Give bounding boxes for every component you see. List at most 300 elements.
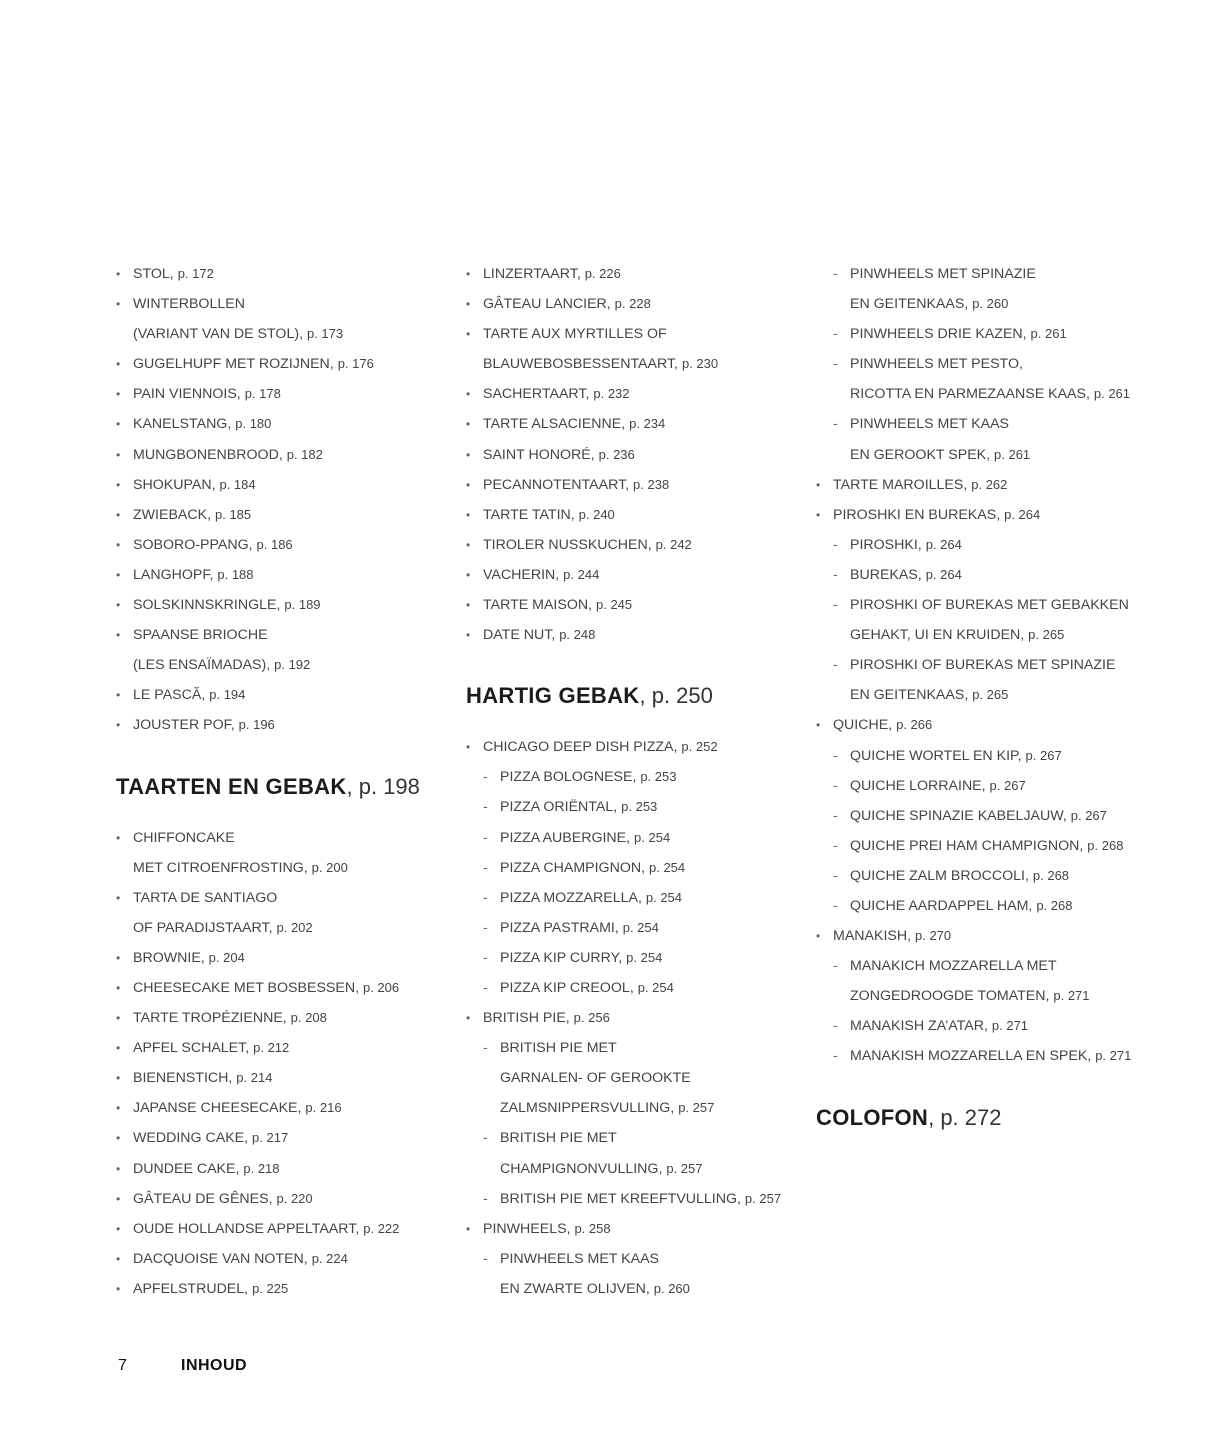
entry-title: MET CITROENFROSTING, [133,859,312,876]
toc-subentry[interactable] [466,1184,796,1214]
entry-page: p. 254 [648,859,686,875]
toc-entry-continuation[interactable] [816,620,1146,650]
bullet-icon: • [116,598,121,613]
toc-subentry[interactable] [816,891,1146,921]
dash-icon: - [483,1250,488,1267]
section-spacer [466,720,796,732]
entry-page: p. 254 [637,979,674,995]
toc-subentry[interactable] [816,650,1146,680]
entry-title: MANAKISH MOZZARELLA EN SPEK, [850,1048,1096,1065]
entry-title: ZALMSNIPPERSVULLING, [500,1100,679,1117]
entry-page: p. 264 [925,566,962,582]
entry-title: TARTE MAROILLES, [833,476,972,493]
entry-title: TARTE TROPÉZIENNE, [133,1010,291,1027]
entry-title: EN ZWARTE OLIJVEN, [500,1280,654,1297]
toc-entry[interactable] [466,1214,796,1244]
entry-title: QUICHE WORTEL EN KIP, [850,747,1026,764]
entry-page: p. 242 [655,536,692,552]
dash-icon: - [833,897,838,914]
dash-icon: - [483,1190,488,1207]
toc-entry-continuation[interactable] [116,319,446,349]
bullet-icon: • [116,830,121,845]
section-spacer [816,1072,1146,1094]
toc-subentry[interactable] [816,590,1146,620]
bullet-icon: • [116,447,121,462]
entry-page: p. 185 [214,506,252,522]
entry-page: p. 267 [1070,807,1107,823]
toc-entry[interactable] [116,1154,446,1184]
entry-page: p. 252 [681,739,718,755]
entry-page: p. 202 [276,919,313,935]
toc-entry[interactable] [116,1274,446,1304]
entry-title: SOLSKINNSKRINGLE, [133,597,285,614]
toc-entry[interactable] [116,620,446,650]
entry-page: p. 268 [1032,867,1070,883]
entry-title: BRITISH PIE MET [500,1130,617,1147]
bullet-icon: • [466,417,471,432]
toc-entry-continuation[interactable] [466,1274,796,1304]
bullet-icon: • [466,567,471,582]
entry-page: p. 236 [598,446,635,462]
entry-page: p. 254 [645,889,683,905]
bullet-icon: • [116,507,121,522]
entry-title: APFEL SCHALET, [133,1040,254,1057]
entry-title: KANELSTANG, [133,416,236,433]
entry-title: DACQUOISE VAN NOTEN, [133,1250,312,1267]
toc-entry[interactable] [466,732,796,762]
entry-page: p. 270 [915,928,952,944]
entry-page: p. 266 [896,717,933,733]
entry-title: PINWHEELS MET PESTO, [850,356,1023,373]
entry-title: PINWHEELS MET KAAS [500,1250,659,1267]
entry-title: SOBORO-PPANG, [133,536,257,553]
section-heading [116,763,446,811]
toc-entry[interactable] [466,1003,796,1033]
dash-icon: - [833,356,838,373]
entry-title: BROWNIE, [133,949,209,966]
entry-title: QUICHE SPINAZIE KABELJAUW, [850,807,1071,824]
toc-subentry[interactable] [466,1123,796,1153]
entry-title: VACHERIN, [483,566,564,583]
section-title: HARTIG GEBAK [466,683,640,709]
entry-page: p. 189 [284,597,321,613]
toc-subentry[interactable] [466,823,796,853]
dash-icon: - [483,919,488,936]
entry-page: p. 214 [236,1070,273,1086]
toc-entry[interactable] [116,1184,446,1214]
entry-page: p. 230 [681,356,719,372]
toc-entry[interactable] [116,1123,446,1153]
toc-entry[interactable] [116,440,446,470]
bullet-icon: • [116,1281,121,1296]
entry-page: p. 196 [238,717,275,733]
bullet-icon: • [466,1221,471,1236]
entry-page: p. 222 [363,1220,400,1236]
entry-page: p. 260 [972,296,1009,312]
dash-icon: - [833,597,838,614]
bullet-icon: • [116,1251,121,1266]
entry-title: TARTE ALSACIENNE, [483,416,630,433]
entry-title: PINWHEELS MET KAAS [850,416,1009,433]
bullet-icon: • [116,950,121,965]
entry-page: p. 186 [256,536,293,552]
toc-entry[interactable] [116,500,446,530]
toc-subentry[interactable] [816,741,1146,771]
entry-title: DATE NUT, [483,627,560,644]
toc-subentry[interactable] [466,762,796,792]
bullet-icon: • [466,740,471,755]
entry-title: APFELSTRUDEL, [133,1280,253,1297]
toc-entry-continuation[interactable] [466,1063,796,1093]
entry-title: BUREKAS, [850,566,926,583]
entry-title: PINWHEELS, [483,1220,575,1237]
entry-page: p. 245 [596,597,633,613]
bullet-icon: • [466,447,471,462]
toc-entry-continuation[interactable] [816,289,1146,319]
toc-column-2 [466,259,796,1304]
bullet-icon: • [466,267,471,281]
toc-entry[interactable] [116,590,446,620]
bullet-icon: • [116,980,121,995]
dash-icon: - [483,769,488,786]
toc-entry-continuation[interactable] [466,349,796,379]
entry-title: TARTA DE SANTIAGO [133,889,278,906]
toc-entry[interactable] [466,590,796,620]
entry-page: p. 260 [653,1280,690,1296]
toc-entry[interactable] [116,943,446,973]
entry-title: CHIFFONCAKE [133,829,235,846]
toc-subentry[interactable] [816,801,1146,831]
toc-entry-continuation[interactable] [466,1154,796,1184]
entry-title: WEDDING CAKE, [133,1130,253,1147]
toc-entry[interactable] [116,530,446,560]
entry-page: p. 258 [574,1220,611,1236]
dash-icon: - [833,326,838,343]
toc-entry[interactable] [116,823,446,853]
toc-entry[interactable] [816,500,1146,530]
toc-entry-continuation[interactable] [816,680,1146,710]
toc-entry[interactable] [116,1033,446,1063]
entry-page: p. 206 [362,979,400,995]
toc-entry[interactable] [466,560,796,590]
toc-subentry[interactable] [816,319,1146,349]
toc-entry[interactable] [816,710,1146,740]
entry-title: WINTERBOLLEN [133,296,245,313]
toc-subentry[interactable] [816,259,1146,289]
toc-entry[interactable] [466,440,796,470]
toc-entry[interactable] [116,973,446,1003]
entry-title: GUGELHUPF MET ROZIJNEN, [133,356,338,373]
entry-title: (VARIANT VAN DE STOL), [133,326,307,343]
section-spacer [466,650,796,672]
entry-page: p. 271 [1053,988,1090,1004]
entry-title: PIROSHKI EN BUREKAS, [833,506,1005,523]
toc-subentry[interactable] [466,883,796,913]
entry-page: p. 226 [584,266,621,281]
entry-page: p. 173 [306,326,344,342]
entry-title: STOL, [133,266,178,282]
toc-entry[interactable] [116,1093,446,1123]
entry-page: p. 268 [1087,837,1124,853]
toc-subentry[interactable] [466,913,796,943]
entry-title: MUNGBONENBROOD, [133,446,287,463]
entry-title: CHEESECAKE MET BOSBESSEN, [133,979,363,996]
toc-entry[interactable] [116,560,446,590]
bullet-icon: • [116,1041,121,1056]
entry-title: BRITISH PIE MET KREEFTVULLING, [500,1190,745,1207]
entry-page: p. 254 [634,829,671,845]
entry-title: (LES ENSAÏMADAS), [133,657,275,674]
entry-page: p. 194 [209,687,246,703]
entry-page: p. 200 [311,859,348,875]
entry-page: p. 254 [626,949,663,965]
entry-page: p. 224 [311,1250,348,1266]
dash-icon: - [833,657,838,674]
entry-title: TIROLER NUSSKUCHEN, [483,536,656,553]
entry-title: PIZZA ORIËNTAL, [500,799,622,816]
toc-subentry[interactable] [816,409,1146,439]
toc-entry[interactable] [116,680,446,710]
entry-page: p. 265 [972,687,1009,703]
toc-subentry[interactable] [466,943,796,973]
toc-entry-continuation[interactable] [816,440,1146,470]
entry-title: TARTE TATIN, [483,506,579,523]
entry-page: p. 204 [208,949,245,965]
toc-entry-continuation[interactable] [466,1093,796,1123]
entry-page: p. 256 [573,1010,610,1026]
dash-icon: - [833,777,838,794]
bullet-icon: • [466,507,471,522]
entry-title: PIZZA AUBERGINE, [500,829,635,846]
bullet-icon: • [116,477,121,492]
section-heading [466,672,796,720]
entry-title: PINWHEELS DRIE KAZEN, [850,326,1031,343]
entry-title: EN GEROOKT SPEK, [850,446,995,463]
entry-page: p. 262 [971,476,1008,492]
toc-subentry[interactable] [816,951,1146,981]
entry-page: p. 188 [217,566,254,582]
toc-entry[interactable] [116,349,446,379]
entry-title: OF PARADIJSTAART, [133,919,277,936]
toc-entry[interactable] [116,883,446,913]
entry-page: p. 208 [290,1010,327,1026]
entry-page: p. 267 [989,777,1026,793]
entry-page: p. 253 [621,799,658,815]
entry-title: QUICHE, [833,717,897,734]
entry-title: EN GEITENKAAS, [850,296,973,313]
bullet-icon: • [116,1011,121,1026]
toc-column-3 [816,259,1146,1142]
toc-entry[interactable] [116,1244,446,1274]
entry-page: p. 264 [925,536,962,552]
bullet-icon: • [116,1161,121,1176]
toc-entry-continuation[interactable] [116,853,446,883]
toc-entry[interactable] [116,1063,446,1093]
toc-subentry[interactable] [466,853,796,883]
toc-subentry[interactable] [816,861,1146,891]
bullet-icon: • [466,327,471,342]
entry-title: OUDE HOLLANDSE APPELTAART, [133,1220,364,1237]
entry-title: SACHERTAART, [483,386,594,403]
bullet-icon: • [816,507,821,522]
entry-page: p. 184 [219,476,256,492]
entry-page: p. 228 [614,296,651,312]
entry-title: SPAANSE BRIOCHE [133,627,268,644]
entry-page: p. 240 [578,506,615,522]
toc-entry[interactable] [116,379,446,409]
bullet-icon: • [466,477,471,492]
toc-entry[interactable] [116,259,446,289]
bullet-icon: • [116,1131,121,1146]
bullet-icon: • [116,1071,121,1086]
toc-entry-continuation[interactable] [116,650,446,680]
entry-page: p. 232 [593,386,630,402]
bullet-icon: • [116,297,121,312]
toc-entry[interactable] [116,1214,446,1244]
entry-title: GARNALEN- OF GEROOKTE [500,1070,691,1087]
entry-title: PIZZA MOZZARELLA, [500,889,646,906]
bullet-icon: • [466,1011,471,1026]
toc-subentry[interactable] [816,560,1146,590]
toc-subentry[interactable] [816,1041,1146,1071]
toc-subentry[interactable] [816,349,1146,379]
entry-title: LINZERTAART, [483,266,585,282]
toc-subentry[interactable] [816,771,1146,801]
dash-icon: - [833,837,838,854]
toc-entry-continuation[interactable] [116,913,446,943]
dash-icon: - [483,949,488,966]
entry-title: MANAKISH, [833,928,915,945]
toc-entry[interactable] [466,379,796,409]
entry-page: p. 176 [337,356,374,372]
entry-page: p. 218 [243,1160,280,1176]
toc-entry[interactable] [816,921,1146,951]
entry-page: p. 238 [633,476,670,492]
toc-entry[interactable] [116,470,446,500]
toc-subentry[interactable] [466,973,796,1003]
entry-title: PIZZA CHAMPIGNON, [500,859,649,876]
toc-subentry[interactable] [816,1011,1146,1041]
toc-entry[interactable] [466,289,796,319]
toc-entry-continuation[interactable] [816,379,1146,409]
entry-page: p. 192 [274,657,311,673]
entry-title: SHOKUPAN, [133,476,220,493]
entry-title: QUICHE AARDAPPEL HAM, [850,897,1037,914]
entry-page: p. 172 [177,266,214,281]
entry-title: PIROSHKI OF BUREKAS MET GEBAKKEN [850,597,1129,614]
entry-title: LE PASCĂ, [133,687,210,704]
entry-page: p. 254 [622,919,659,935]
bullet-icon: • [116,1101,121,1116]
toc-entry[interactable] [816,470,1146,500]
toc-entry[interactable] [466,530,796,560]
entry-title: CHAMPIGNONVULLING, [500,1160,667,1177]
toc-subentry[interactable] [816,831,1146,861]
entry-page: p. 212 [253,1040,290,1056]
dash-icon: - [483,979,488,996]
toc-entry[interactable] [466,470,796,500]
bullet-icon: • [816,477,821,492]
entry-page: p. 261 [994,446,1031,462]
entry-page: p. 264 [1004,506,1041,522]
bullet-icon: • [466,628,471,643]
toc-subentry[interactable] [466,1244,796,1274]
toc-entry[interactable] [116,1003,446,1033]
dash-icon: - [833,566,838,583]
entry-title: SAINT HONORÉ, [483,446,599,463]
entry-title: ZONGEDROOGDE TOMATEN, [850,988,1054,1005]
entry-page: p. 261 [1093,386,1131,402]
dash-icon: - [833,958,838,975]
toc-subentry[interactable] [816,530,1146,560]
section-title: TAARTEN EN GEBAK [116,773,347,799]
dash-icon: - [833,416,838,433]
entry-title: PIZZA KIP CREOOL, [500,979,638,996]
dash-icon: - [833,807,838,824]
entry-page: p. 180 [235,416,272,432]
running-title: INHOUD [181,1357,248,1374]
toc-entry[interactable] [466,620,796,650]
bullet-icon: • [466,598,471,613]
entry-page: p. 268 [1036,897,1073,913]
entry-title: PIZZA KIP CURRY, [500,949,627,966]
toc-subentry[interactable] [466,792,796,822]
entry-title: BRITISH PIE MET [500,1040,617,1057]
entry-title: PINWHEELS MET SPINAZIE [850,266,1036,282]
entry-title: PIROSHKI, [850,536,926,553]
entry-title: QUICHE LORRAINE, [850,777,990,794]
entry-page: p. 257 [744,1190,782,1206]
toc-entry-continuation[interactable] [816,981,1146,1011]
toc-entry[interactable] [466,500,796,530]
dash-icon: - [833,867,838,884]
section-title: COLOFON [816,1104,929,1130]
dash-icon: - [483,859,488,876]
entry-page: p. 225 [252,1280,289,1296]
entry-title: QUICHE PREI HAM CHAMPIGNON, [850,837,1088,854]
entry-page: p. 217 [252,1130,289,1146]
toc-subentry[interactable] [466,1033,796,1063]
bullet-icon: • [116,267,121,281]
entry-title: JAPANSE CHEESECAKE, [133,1100,306,1117]
entry-page: p. 257 [678,1100,715,1116]
bullet-icon: • [466,297,471,312]
toc-entry[interactable] [466,319,796,349]
entry-title: DUNDEE CAKE, [133,1160,244,1177]
entry-title: BRITISH PIE, [483,1010,574,1027]
entry-title: EN GEITENKAAS, [850,687,973,704]
dash-icon: - [833,536,838,553]
entry-title: MANAKICH MOZZARELLA MET [850,958,1057,975]
entry-title: PIROSHKI OF BUREKAS MET SPINAZIE [850,657,1116,674]
entry-title: PECANNOTENTAART, [483,476,634,493]
entry-title: TARTE AUX MYRTILLES OF [483,326,667,343]
entry-title: CHICAGO DEEP DISH PIZZA, [483,739,682,756]
bullet-icon: • [116,628,121,643]
section-spacer [116,811,446,823]
entry-title: JOUSTER POF, [133,717,239,734]
toc-entry[interactable] [466,409,796,439]
toc-entry[interactable] [116,289,446,319]
entry-title: TARTE MAISON, [483,597,596,614]
bullet-icon: • [816,929,821,944]
toc-entry[interactable] [116,409,446,439]
dash-icon: - [483,1040,488,1057]
bullet-icon: • [116,537,121,552]
toc-entry[interactable] [116,710,446,740]
dash-icon: - [833,1018,838,1035]
toc-entry[interactable] [466,259,796,289]
